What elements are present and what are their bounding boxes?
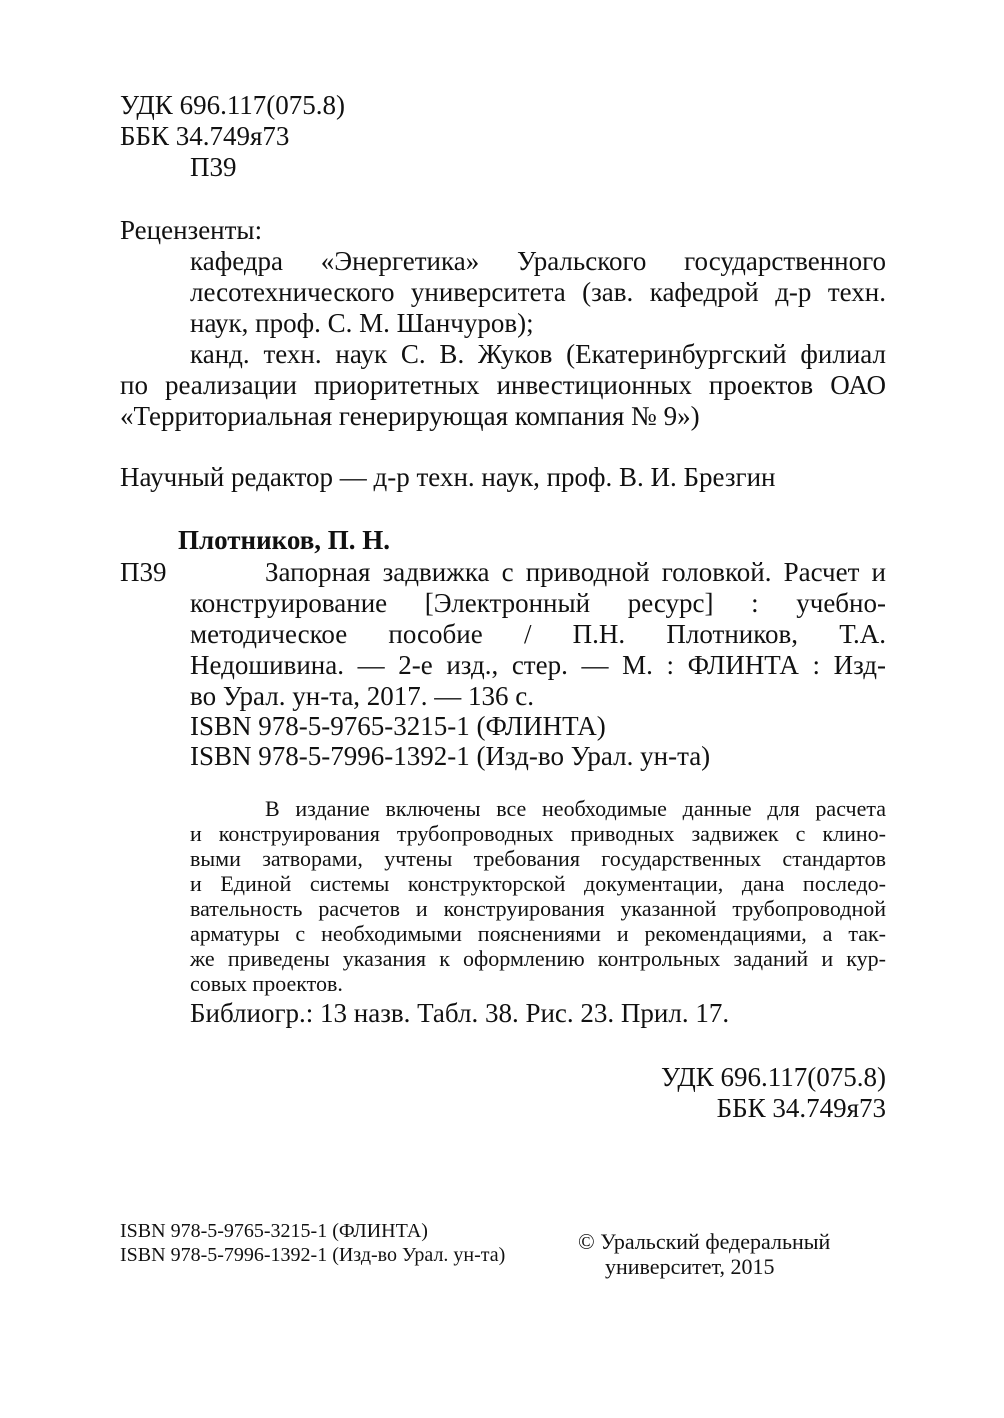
bibliographic-line: во Урал. ун-та, 2017. — 136 с. <box>190 681 535 711</box>
bibliography-stats: Библиогр.: 13 назв. Табл. 38. Рис. 23. Прил. 17. <box>190 998 730 1028</box>
annotation-line: арматуры с необходимыми пояснениями и рекомендациями, а так- <box>190 921 886 946</box>
annotation-line: вательность расчетов и конструирования указанной трубопроводной <box>190 896 886 921</box>
annotation-line: и Единой системы конструкторской документации, дана последо- <box>190 871 886 896</box>
reviewer-line: по реализации приоритетных инвестиционных проектов ОАО <box>120 370 886 400</box>
bibliographic-line: Недошивина. — 2-е изд., стер. — М. : ФЛИНТА : Изд- <box>190 650 886 680</box>
footer-isbn-flinta: ISBN 978-5-9765-3215-1 (ФЛИНТА) <box>120 1220 428 1242</box>
isbn-ural: ISBN 978-5-7996-1392-1 (Изд-во Урал. ун-та) <box>190 741 711 771</box>
copyright-year: университет, 2015 <box>605 1254 775 1279</box>
footer-isbn-ural: ISBN 978-5-7996-1392-1 (Изд-во Урал. ун-та) <box>120 1244 506 1266</box>
reviewer-line: «Территориальная генерирующая компания № 9») <box>120 401 700 431</box>
bibliographic-sign: П39 <box>120 557 167 587</box>
annotation-line: и конструирования трубопроводных приводных задвижек с клино- <box>190 821 886 846</box>
udk-code-bottom: УДК 696.117(075.8) <box>660 1062 886 1092</box>
reviewer-line: лесотехнического университета (зав. кафедрой д-р техн. <box>190 277 886 307</box>
copyright-holder: © Уральский федеральный <box>578 1229 831 1254</box>
reviewer-line: канд. техн. наук С. В. Жуков (Екатеринбургский филиал <box>190 339 886 369</box>
annotation-line: совых проектов. <box>190 971 343 996</box>
reviewer-line: кафедра «Энергетика» Уральского государственного <box>190 246 886 276</box>
annotation-line: выми затворами, учтены требования государственных стандартов <box>190 846 886 871</box>
bbk-code: ББК 34.749я73 <box>120 121 290 151</box>
bibliographic-line: Запорная задвижка с приводной головкой. Расчет и <box>265 557 886 587</box>
bibliographic-line: методическое пособие / П.Н. Плотников, Т.А. <box>190 619 886 649</box>
bibliographic-line: конструирование [Электронный ресурс] : учебно- <box>190 588 886 618</box>
isbn-flinta: ISBN 978-5-9765-3215-1 (ФЛИНТА) <box>190 711 606 741</box>
scientific-editor: Научный редактор — д-р техн. наук, проф. В. И. Брезгин <box>120 462 776 492</box>
author-sign: П39 <box>190 152 237 182</box>
reviewer-line: наук, проф. С. М. Шанчуров); <box>190 308 534 338</box>
udk-code: УДК 696.117(075.8) <box>120 90 346 120</box>
annotation-line: В издание включены все необходимые данные для расчета <box>265 796 886 821</box>
reviewers-heading: Рецензенты: <box>120 215 263 245</box>
annotation-line: же приведены указания к оформлению контрольных заданий и кур- <box>190 946 886 971</box>
bibliographic-author: Плотников, П. Н. <box>178 525 391 555</box>
bbk-code-bottom: ББК 34.749я73 <box>716 1093 886 1123</box>
